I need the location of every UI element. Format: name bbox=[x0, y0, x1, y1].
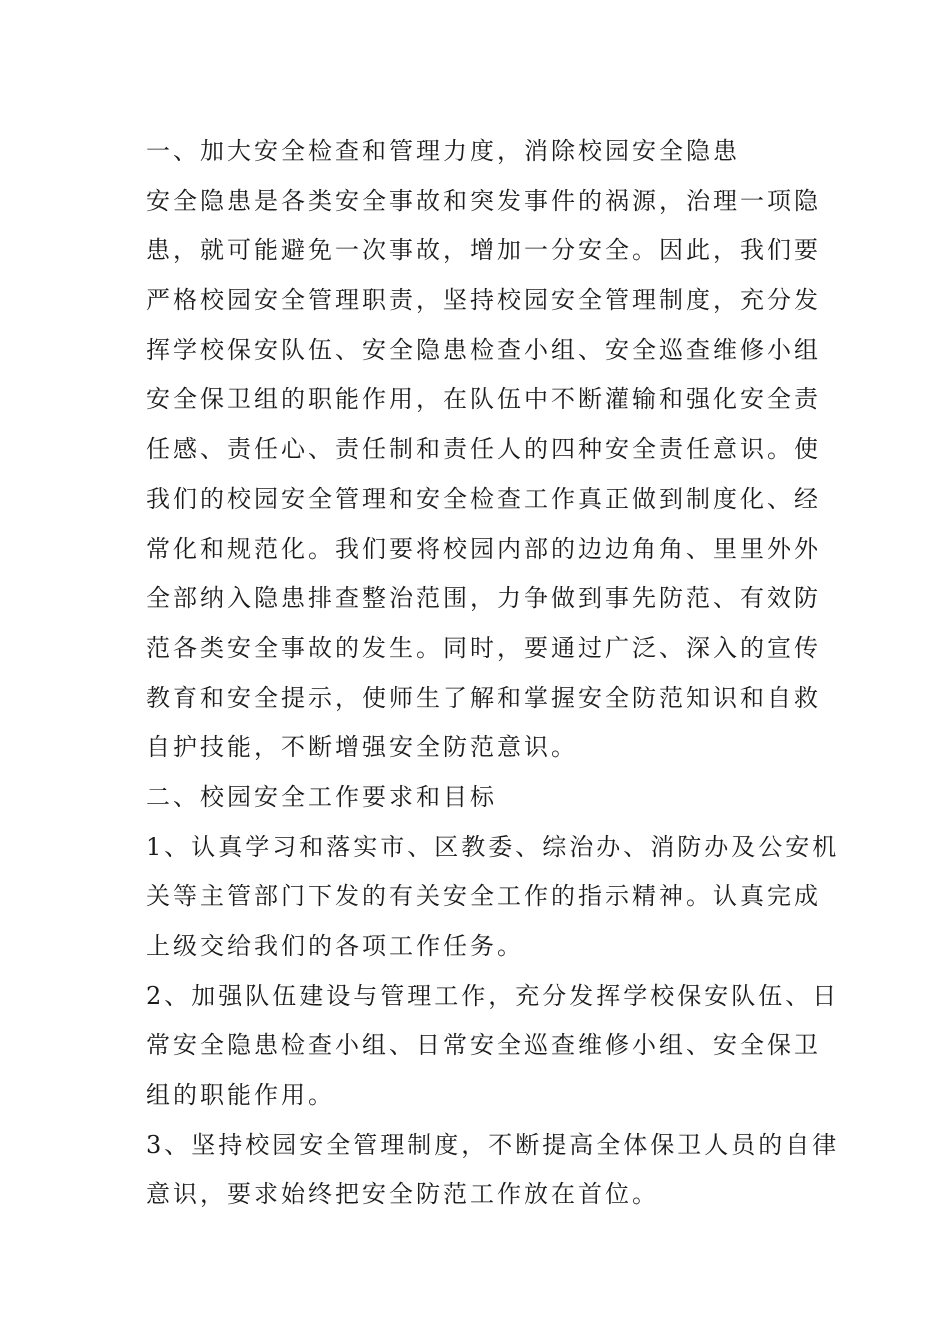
paragraph-line: 安全保卫组的职能作用，在队伍中不断灌输和强化安全责 bbox=[146, 385, 821, 414]
paragraph-line: 任感、责任心、责任制和责任人的四种安全责任意识。使 bbox=[146, 435, 821, 464]
list-item-line: 3、坚持校园安全管理制度，不断提高全体保卫人员的自律 bbox=[146, 1130, 840, 1159]
paragraph-line: 患，就可能避免一次事故，增加一分安全。因此，我们要 bbox=[146, 236, 821, 265]
paragraph-line: 安全隐患是各类安全事故和突发事件的祸源，治理一项隐 bbox=[146, 186, 821, 215]
paragraph-line: 挥学校保安队伍、安全隐患检查小组、安全巡查维修小组 bbox=[146, 335, 821, 364]
paragraph-line: 常化和规范化。我们要将校园内部的边边角角、里里外外 bbox=[146, 534, 821, 563]
list-item-line: 1、认真学习和落实市、区教委、综治办、消防办及公安机 bbox=[146, 832, 840, 861]
list-item-line: 上级交给我们的各项工作任务。 bbox=[146, 932, 524, 960]
section-heading-2: 二、校园安全工作要求和目标 bbox=[146, 782, 497, 811]
paragraph-line: 我们的校园安全管理和安全检查工作真正做到制度化、经 bbox=[146, 484, 821, 513]
paragraph-line: 全部纳入隐患排查整治范围，力争做到事先防范、有效防 bbox=[146, 584, 821, 613]
paragraph-line: 教育和安全提示，使师生了解和掌握安全防范知识和自救 bbox=[146, 683, 821, 712]
list-item-line: 关等主管部门下发的有关安全工作的指示精神。认真完成 bbox=[146, 882, 821, 911]
paragraph-line: 严格校园安全管理职责，坚持校园安全管理制度，充分发 bbox=[146, 286, 821, 315]
document-body bbox=[146, 127, 840, 1220]
list-item-line: 2、加强队伍建设与管理工作，充分发挥学校保安队伍、日 bbox=[146, 981, 840, 1010]
list-item-line: 组的职能作用。 bbox=[146, 1081, 335, 1110]
list-item-line: 意识，要求始终把安全防范工作放在首位。 bbox=[146, 1180, 659, 1209]
list-item-line: 常安全隐患检查小组、日常安全巡查维修小组、安全保卫 bbox=[146, 1031, 821, 1060]
paragraph-line: 自护技能，不断增强安全防范意识。 bbox=[146, 733, 578, 762]
paragraph-line: 范各类安全事故的发生。同时，要通过广泛、深入的宣传 bbox=[146, 633, 821, 662]
section-heading-1: 一、加大安全检查和管理力度，消除校园安全隐患 bbox=[146, 137, 740, 165]
